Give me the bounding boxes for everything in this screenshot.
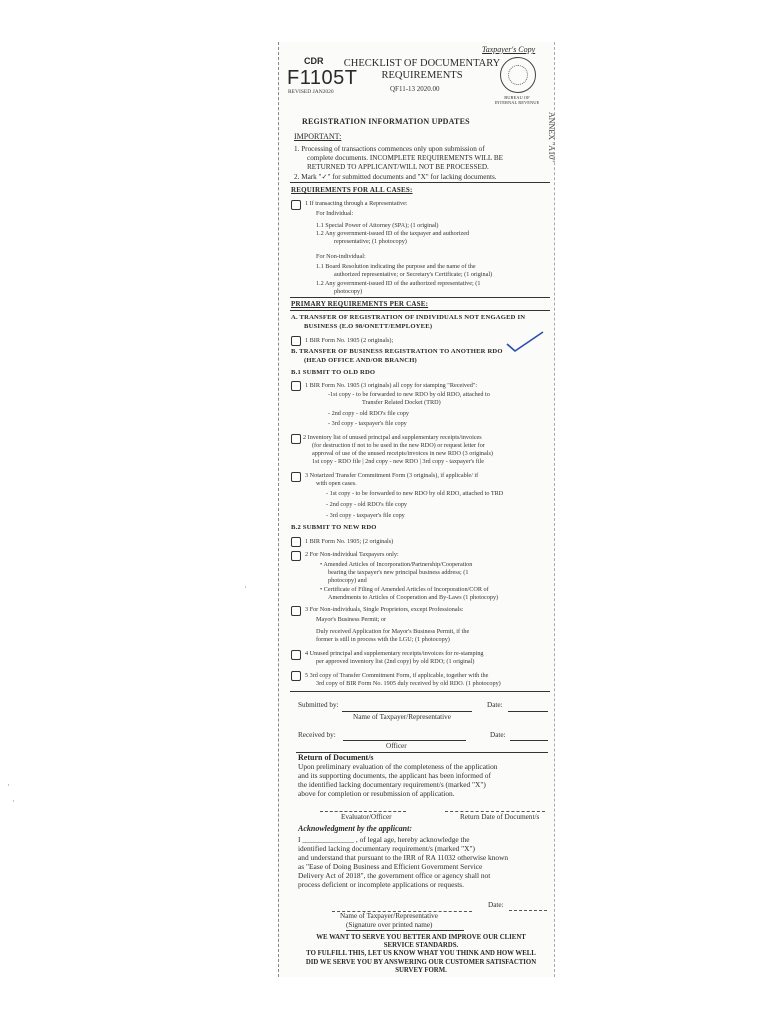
case-a-line-1: A. TRANSFER OF REGISTRATION OF INDIVIDUALS NOT ENGAGED IN xyxy=(291,314,526,321)
b2-item-4b: per approved inventory list (2nd copy) by old RDO; (1 original) xyxy=(316,658,475,665)
footer-line-5: SURVEY FORM. xyxy=(395,966,447,974)
b2-item-1: 1 BIR Form No. 1905; (2 originals) xyxy=(305,538,394,545)
checkbox-b1-1[interactable] xyxy=(291,381,301,391)
title-line-1: CHECKLIST OF DOCUMENTARY xyxy=(343,58,501,69)
footer-line-1: WE WANT TO SERVE YOU BETTER AND IMPROVE OUR CLIENT xyxy=(316,934,526,941)
important-item-1b: complete documents. INCOMPLETE REQUIREMENTS WILL BE xyxy=(307,154,504,162)
primary-heading: PRIMARY REQUIREMENTS PER CASE: xyxy=(291,300,429,308)
scan-speck: · xyxy=(244,582,247,592)
section-title: REGISTRATION INFORMATION UPDATES xyxy=(302,117,470,126)
b2-item-2b: bearing the taxpayer's new principal business address; (1 xyxy=(328,569,469,576)
cdr-label: CDR xyxy=(304,56,324,66)
footer-block xyxy=(290,934,552,975)
left-cut-line xyxy=(278,42,279,977)
received-by-line[interactable] xyxy=(343,740,466,741)
ack-text-4: as "Ease of Doing Business and Efficient Government Service xyxy=(298,862,483,871)
ack-text-3: and understand that pursuant to the IRR of RA 11032 otherwise known xyxy=(298,853,509,862)
ack-heading: Acknowledgment by the applicant: xyxy=(298,824,412,833)
all-item-1: 1 If transacting through a Representative: xyxy=(305,200,408,207)
b1-item-3c: - 1st copy - to be forwarded to new RDO by old RDO, attached to TRD xyxy=(326,490,504,497)
title-line-2: REQUIREMENTS xyxy=(381,70,463,81)
b1-item-3a: 3 Notarized Transfer Commitment Form (3 originals), if applicable/ if xyxy=(305,472,479,479)
evaluator-line[interactable] xyxy=(320,811,406,812)
b2-item-4a: 4 Unused principal and supplementary receipts/invoices for re-stamping xyxy=(305,650,484,657)
b1-item-2d: 1st copy - RDO file | 2nd copy - new RDO | 3rd copy - taxpayer's file xyxy=(312,458,484,465)
non-individual-1-2a: 1.2 Any government-issued ID of the authorized representative; (1 xyxy=(316,280,481,287)
signature-underline xyxy=(346,930,464,931)
b1-item-1: 1 BIR Form No. 1905 (3 originals) all copy for stamping "Received": xyxy=(305,382,478,389)
ack-text-1: I ______________ , of legal age, hereby acknowledge the xyxy=(298,835,470,844)
revised-date: REVISED JAN2020 xyxy=(288,89,334,95)
submitted-name-caption: Name of Taxpayer/Representative xyxy=(353,713,451,721)
important-item-1a: 1. Processing of transactions commences only upon submission of xyxy=(294,145,485,153)
received-by-label: Received by: xyxy=(298,731,336,739)
divider xyxy=(290,182,550,183)
return-text-4: above for completion or resubmission of application. xyxy=(298,789,455,798)
b2-item-3b: Mayor's Business Permit; or xyxy=(316,616,387,623)
evaluator-caption: Evaluator/Officer xyxy=(341,813,392,821)
ack-date-line[interactable] xyxy=(509,910,547,911)
bir-seal-logo xyxy=(500,57,536,93)
return-date-caption: Return Date of Document/s xyxy=(460,813,540,821)
document-title xyxy=(342,58,502,82)
b1-item-1c: - 3rd copy - taxpayer's file copy xyxy=(328,420,407,427)
b1-item-2c: approval of use of the unused receipts/invoices in new RDO (3 originals) xyxy=(312,450,493,457)
case-a-line-2: BUSINESS (E.O 98/ONETT/EMPLOYEE) xyxy=(304,323,433,330)
submitted-date-line[interactable] xyxy=(508,711,548,712)
checkbox-b2-1[interactable] xyxy=(291,537,301,547)
checkbox-b2-4[interactable] xyxy=(291,650,301,660)
checkbox-b1-2[interactable] xyxy=(291,434,301,444)
divider xyxy=(290,691,550,692)
return-text-3: the identified lacking documentary requirement/s (marked "X") xyxy=(298,780,486,789)
return-text-1: Upon preliminary evaluation of the completeness of the application xyxy=(298,762,498,771)
b2-heading: B.2 SUBMIT TO NEW RDO xyxy=(291,524,377,531)
b1-heading: B.1 SUBMIT TO OLD RDO xyxy=(291,369,376,376)
b1-item-1b: - 2nd copy - old RDO's file copy xyxy=(328,410,410,417)
b1-item-2a: 2 Inventory list of unused principal and supplementary receipts/invoices xyxy=(303,434,482,441)
ack-name-caption: Name of Taxpayer/Representative xyxy=(340,912,438,920)
copy-label: Taxpayer's Copy xyxy=(482,45,536,54)
submitted-by-label: Submitted by: xyxy=(298,701,339,709)
b2-item-3a: 3 For Non-individuals, Single Proprietors, except Professionals: xyxy=(305,606,464,613)
footer-line-4: DID WE SERVE YOU BY ANSWERING OUR CUSTOMER SATISFACTION xyxy=(305,958,537,966)
annex-label: ANNEX "A10" xyxy=(547,112,556,163)
return-date-line[interactable] xyxy=(445,811,545,812)
received-date-label: Date: xyxy=(490,731,506,739)
b2-item-2: 2 For Non-individual Taxpayers only: xyxy=(305,551,399,558)
checkbox-b1-3[interactable] xyxy=(291,472,301,482)
all-cases-heading: REQUIREMENTS FOR ALL CASES: xyxy=(291,186,413,194)
b2-item-2c: photocopy) and xyxy=(328,577,367,584)
form-code: F1105T xyxy=(287,67,358,89)
case-b-line-2: (HEAD OFFICE AND/OR BRANCH) xyxy=(304,357,417,364)
ack-text-6: process deficient or incomplete applications or requests. xyxy=(298,880,465,889)
return-text-2: and its supporting documents, the applicant has been informed of xyxy=(298,771,491,780)
individual-1-2a: 1.2 Any government-issued ID of the taxpayer and authorized xyxy=(316,230,470,237)
return-heading: Return of Document/s xyxy=(298,753,374,762)
checkbox-b2-2[interactable] xyxy=(291,551,301,561)
footer-line-3: TO FULFILL THIS, LET US KNOW WHAT YOU THINK AND HOW WELL xyxy=(306,950,536,958)
b1-item-1a: -1st copy - to be forwarded to new RDO by old RDO, attached to xyxy=(328,391,490,398)
individual-1-2b: representative; (1 photocopy) xyxy=(334,238,407,245)
b2-item-3c: Duly received Application for Mayor's Business Permit, if the xyxy=(316,628,470,635)
checkbox-all-1[interactable] xyxy=(291,200,301,210)
case-a-item-1: 1 BIR Form No. 1905 (2 originals); xyxy=(305,337,394,344)
important-item-1c: RETURNED TO APPLICANT/WILL NOT BE PROCESSED. xyxy=(307,163,489,171)
case-b-line-1: B. TRANSFER OF BUSINESS REGISTRATION TO ANOTHER RDO xyxy=(291,348,503,355)
for-individual-label: For Individual: xyxy=(316,210,354,217)
checkbox-a-1[interactable] xyxy=(291,336,301,346)
qf-code: QF11-13 2020.00 xyxy=(390,85,440,93)
individual-1-1: 1.1 Special Power of Attorney (SPA); (1 original) xyxy=(316,222,439,229)
non-individual-1-1a: 1.1 Board Resolution indicating the purpose and the name of the xyxy=(316,263,476,270)
b2-item-2d: • Certificate of Filing of Amended Articles of Incorporation/COR of xyxy=(320,586,489,593)
b1-item-3b: with open cases. xyxy=(316,480,357,487)
ack-text-5: Delivery Act of 2018", the government office or agency shall not xyxy=(298,871,491,880)
b2-item-3d: former is still in process with the LGU; (1 photocopy) xyxy=(316,636,450,643)
b1-item-3e: - 3rd copy - taxpayer's file copy xyxy=(326,512,405,519)
b1-item-2b: (for destruction if not to be used in the new RDO) or request letter for xyxy=(312,442,485,449)
right-cut-line xyxy=(554,42,555,977)
divider xyxy=(290,310,550,311)
checkbox-b2-5[interactable] xyxy=(291,671,301,681)
b2-item-2e: Amendments to Articles of Cooperation and By-Laws (1 photocopy) xyxy=(328,594,499,601)
b1-item-3d: - 2nd copy - old RDO's file copy xyxy=(326,501,408,508)
important-label: IMPORTANT: xyxy=(294,132,342,141)
ack-text-2: identified lacking documentary requirement/s (marked "X") xyxy=(298,844,475,853)
checkbox-b2-3[interactable] xyxy=(291,606,301,616)
divider xyxy=(290,297,550,298)
scan-speck: · xyxy=(12,796,15,806)
checkmark-icon xyxy=(505,330,545,354)
non-individual-1-1b: authorized representative; or Secretary's Certificate; (1 original) xyxy=(334,271,493,278)
seal-caption: BUREAU OF INTERNAL REVENUE xyxy=(494,95,540,105)
scan-speck: · xyxy=(7,780,10,790)
officer-caption: Officer xyxy=(386,742,407,750)
submitted-date-label: Date: xyxy=(487,701,503,709)
received-date-line[interactable] xyxy=(510,740,548,741)
non-individual-1-2b: photocopy) xyxy=(334,288,363,295)
b2-item-2a: • Amended Articles of Incorporation/Partnership/Cooperation xyxy=(320,561,473,568)
b2-item-5a: 5 3rd copy of Transfer Commitment Form, if applicable, together with the xyxy=(305,672,489,679)
for-non-individual-label: For Non-individual: xyxy=(316,253,366,260)
footer-line-2: SERVICE STANDARDS. xyxy=(383,942,459,950)
ack-date-label: Date: xyxy=(488,901,504,909)
submitted-by-line[interactable] xyxy=(342,711,472,712)
important-item-2: 2. Mark "✓" for submitted documents and "X" for lacking documents. xyxy=(294,173,497,181)
b1-item-1a2: Transfer Related Docket (TRD) xyxy=(362,399,441,406)
ack-signature-caption: (Signature over printed name) xyxy=(346,921,433,929)
b2-item-5b: 3rd copy of BIR Form No. 1905 duly received by old RDO. (1 photocopy) xyxy=(316,680,501,687)
